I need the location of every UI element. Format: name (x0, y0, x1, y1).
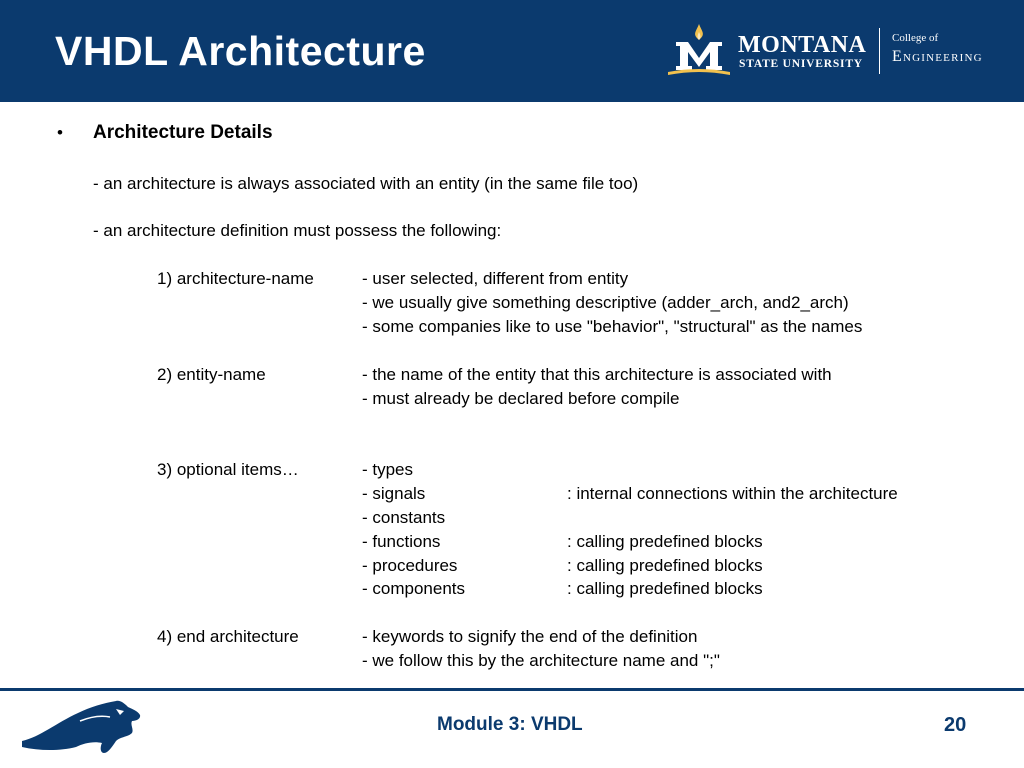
item-detail-line: - we follow this by the architecture name and ";" (362, 651, 720, 670)
optional-item: - signals (362, 484, 426, 503)
optional-item-desc: : calling predefined blocks (567, 579, 763, 598)
engineering-label: Engineering (892, 48, 983, 65)
footer-divider (0, 688, 1024, 691)
item-label-optional-items: 3) optional items… (157, 460, 299, 479)
college-of-label: College of (892, 32, 939, 44)
optional-item-desc: : internal connections within the architecture (567, 484, 898, 503)
bobcat-logo-icon (20, 697, 142, 755)
item-detail-line: - keywords to signify the end of the definition (362, 627, 698, 646)
wordmark-state-university: STATE UNIVERSITY (739, 58, 863, 70)
optional-item: - procedures (362, 556, 458, 575)
intro-line: - an architecture is always associated with an entity (in the same file too) (93, 174, 639, 193)
optional-item-desc: : calling predefined blocks (567, 556, 763, 575)
optional-item: - components (362, 579, 465, 598)
optional-item: - types (362, 460, 414, 479)
optional-item-desc: : calling predefined blocks (567, 532, 763, 551)
optional-item: - constants (362, 508, 446, 527)
section-heading: Architecture Details (93, 122, 273, 143)
bullet-glyph: • (57, 123, 63, 142)
footer-module-label: Module 3: VHDL (437, 714, 583, 735)
item-label-end-architecture: 4) end architecture (157, 627, 299, 646)
wordmark-montana: MONTANA (738, 32, 867, 58)
item-label-architecture-name: 1) architecture-name (157, 269, 314, 288)
item-detail-line: - some companies like to use "behavior", "structural" as the names (362, 317, 863, 336)
intro-line: - an architecture definition must possess the following: (93, 221, 502, 240)
slide-title: VHDL Architecture (55, 28, 426, 74)
item-detail-line: - must already be declared before compile (362, 389, 680, 408)
page-number: 20 (944, 714, 967, 736)
item-detail-line: - we usually give something descriptive (adder_arch, and2_arch) (362, 293, 849, 312)
item-label-entity-name: 2) entity-name (157, 365, 266, 384)
optional-item: - functions (362, 532, 441, 551)
item-detail-line: - the name of the entity that this architecture is associated with (362, 365, 832, 384)
item-detail-line: - user selected, different from entity (362, 269, 629, 288)
